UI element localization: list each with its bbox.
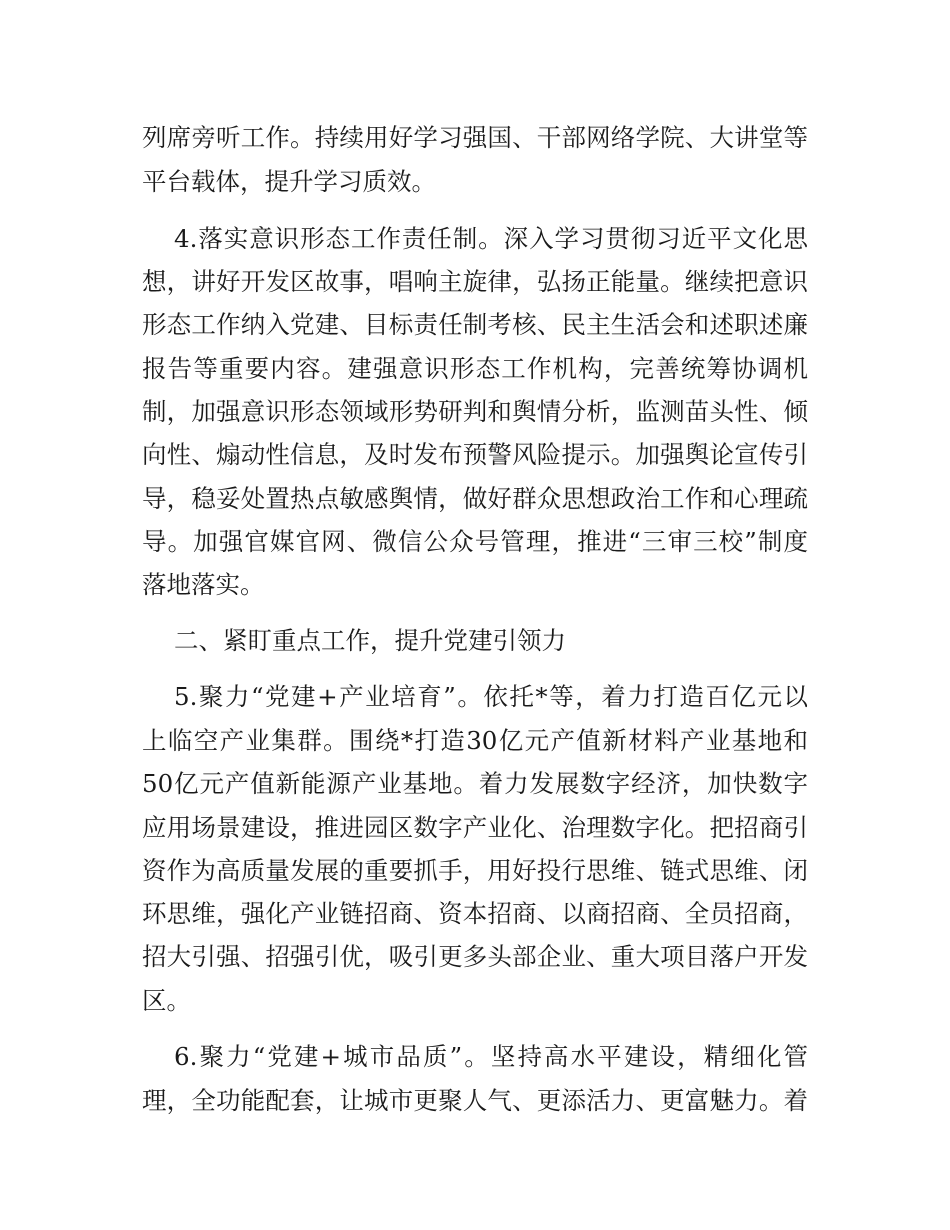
text-line: 50亿元产值新能源产业基地。着力发展数字经济，加快数字 (142, 769, 808, 798)
text-line: 区。 (142, 986, 191, 1015)
text-line: 应用场景建设，推进园区数字产业化、治理数字化。把招商引 (142, 813, 808, 842)
text-line: 资作为高质量发展的重要抓手，用好投行思维、链式思维、闭 (142, 856, 808, 885)
text-line: 5.聚力“党建+产业培育”。依托*等，着力打造百亿元以 (174, 682, 808, 711)
text-line: 6.聚力“党建+城市品质”。坚持高水平建设，精细化管 (174, 1042, 808, 1071)
text-line: 招大引强、招强引优，吸引更多头部企业、重大项目落户开发 (142, 942, 808, 971)
text-line: 想，讲好开发区故事，唱响主旋律，弘扬正能量。继续把意识 (142, 267, 808, 296)
text-line: 4.落实意识形态工作责任制。深入学习贯彻习近平文化思 (174, 224, 808, 253)
text-line: 导，稳妥处置热点敏感舆情，做好群众思想政治工作和心理疏 (142, 484, 808, 513)
text-line: 理，全功能配套，让城市更聚人气、更添活力、更富魅力。着 (142, 1086, 808, 1115)
section-heading: 二、紧盯重点工作，提升党建引领力 (174, 626, 566, 655)
text-line: 报告等重要内容。建强意识形态工作机构，完善统筹协调机 (142, 354, 808, 383)
text-line: 导。加强官媒官网、微信公众号管理，推进“三审三校”制度 (142, 527, 808, 556)
text-line: 制，加强意识形态领域形势研判和舆情分析，监测苗头性、倾 (142, 397, 808, 426)
text-line: 上临空产业集群。围绕*打造30亿元产值新材料产业基地和 (142, 726, 808, 755)
text-line: 平台载体，提升学习质效。 (142, 167, 436, 196)
text-line: 环思维，强化产业链招商、资本招商、以商招商、全员招商， (142, 899, 808, 928)
text-line: 形态工作纳入党建、目标责任制考核、民主生活会和述职述廉 (142, 310, 808, 339)
text-line: 向性、煽动性信息，及时发布预警风险提示。加强舆论宣传引 (142, 440, 808, 469)
text-line: 列席旁听工作。持续用好学习强国、干部网络学院、大讲堂等 (142, 123, 808, 152)
text-line: 落地落实。 (142, 570, 265, 599)
